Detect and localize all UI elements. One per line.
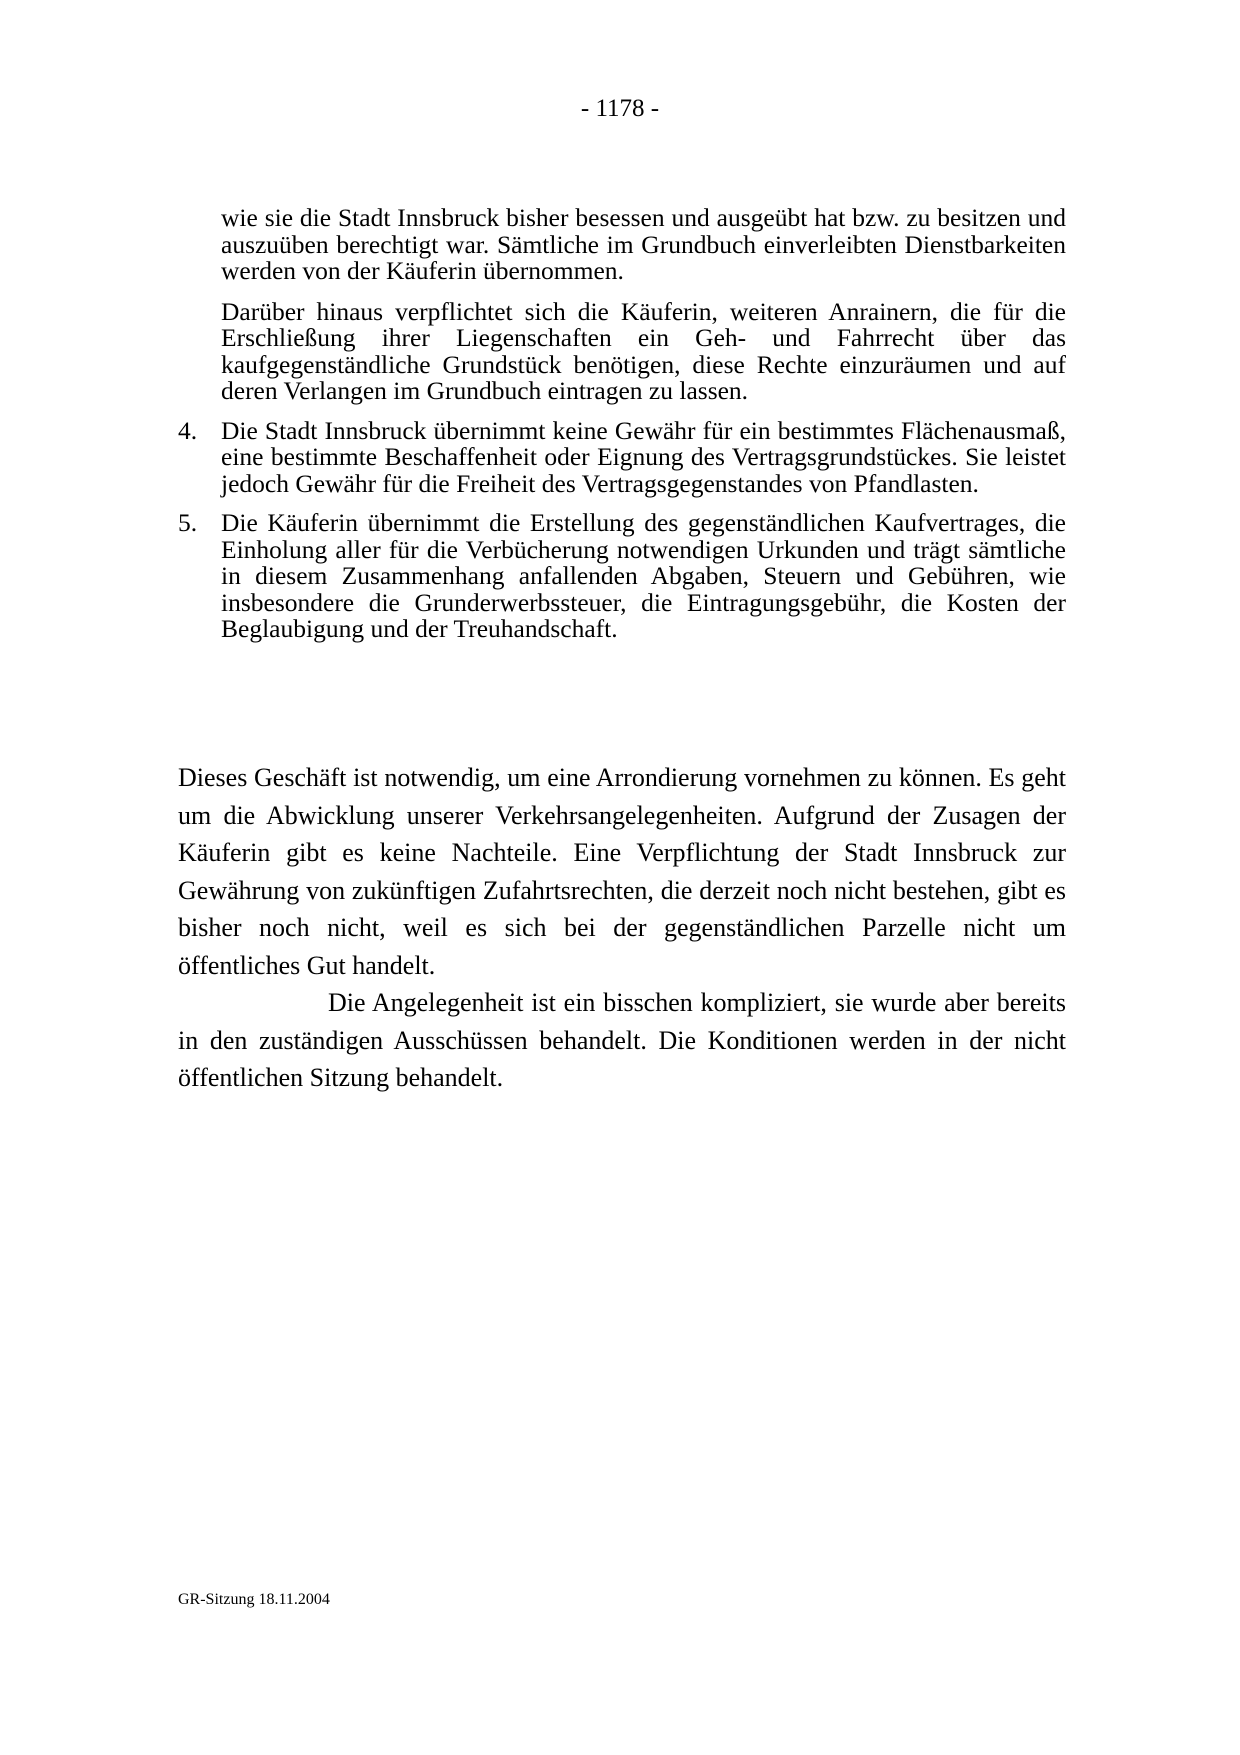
list-item-text: Die Käuferin übernimmt die Erstellung des gegenständlichen Kaufvertrages, die Einholung aller für die Verbücherung notwendigen Urkunden und trägt sämtliche in diesem Zusammenhang anfallenden Abgaben, Steuern und Gebühren, wie insbesondere die Grunderwerbssteuer, die Eintragungsgebühr, die Kosten der Beglaubigung und der Treuhandschaft. bbox=[221, 508, 1066, 643]
list-item-4 bbox=[178, 415, 1066, 498]
list-item-number: 5. bbox=[178, 508, 198, 537]
additional-paragraph: Darüber hinaus verpflichtet sich die Käuferin, weiteren Anrainern, die für die Erschließung ihrer Liegenschaften ein Geh- und Fahrrecht über das kaufgegenständliche Grundstück benötigen, diese Rechte einzuräumen und auf deren Verlangen im Grundbuch eintragen zu lassen. bbox=[221, 296, 1066, 405]
list-item-text: Die Stadt Innsbruck übernimmt keine Gewähr für ein bestimmtes Flächenausmaß, eine bestimmte Beschaffenheit oder Eignung des Vertragsgrundstückes. Sie leistet jedoch Gewähr für die Freiheit des Vertragsgegenstandes von Pfandlasten. bbox=[221, 415, 1066, 498]
page-number: - 1178 - bbox=[580, 95, 660, 122]
commentary bbox=[178, 759, 1066, 1097]
continued-paragraph: wie sie die Stadt Innsbruck bisher besessen und ausgeübt hat bzw. zu besitzen und auszuüben berechtigt war. Sämtliche im Grundbuch einverleibten Dienstbarkeiten werden von der Käuferin übernommen. bbox=[221, 203, 1066, 285]
list-item-5 bbox=[178, 510, 1066, 643]
commentary-paragraph-1: Dieses Geschäft ist notwendig, um eine Arrondierung vornehmen zu können. Es geht um die Abwicklung unserer Verkehrsangelegenheiten. Aufgrund der Zusagen der Käuferin gibt es keine Nachteile. Eine Verpflichtung der Stadt Innsbruck zur Gewährung von zukünftigen Zufahrtsrechten, die derzeit noch nicht bestehen, gibt es bisher noch nicht, weil es sich bei der gegenständlichen Parzelle nicht um öffentliches Gut handelt. bbox=[178, 763, 1066, 980]
contract-terms bbox=[178, 205, 1066, 643]
list-item-number: 4. bbox=[178, 415, 198, 445]
footer-session-date: GR-Sitzung 18.11.2004 bbox=[178, 1591, 330, 1608]
commentary-paragraph-2: Die Angelegenheit ist ein bisschen kompliziert, sie wurde aber bereits in den zuständigen Ausschüssen behandelt. Die Konditionen werden in der nicht öffentlichen Sitzung behandelt. bbox=[178, 988, 1066, 1092]
